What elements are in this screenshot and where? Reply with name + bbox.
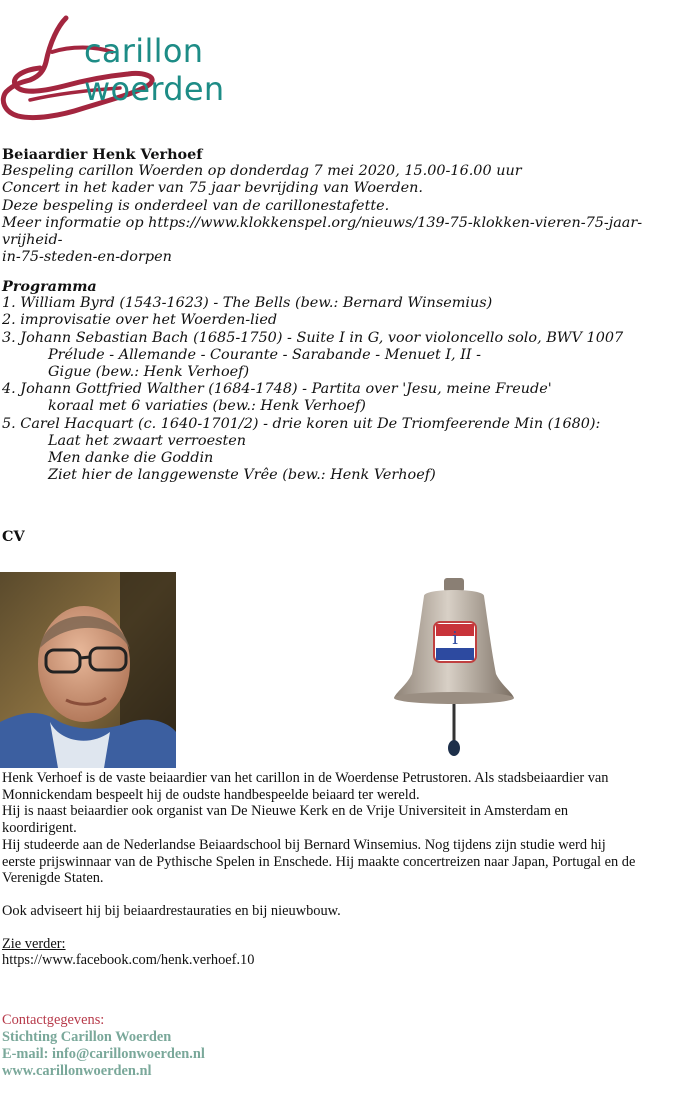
svg-text:i: i [452,628,458,649]
facebook-link[interactable]: https://www.facebook.com/henk.verhoef.10 [2,952,255,969]
portrait-photo [0,572,176,768]
contact-org: Stichting Carillon Woerden [2,1029,172,1045]
header-line: Concert in het kader van 75 jaar bevrijding van Woerden. [2,180,424,197]
program-item: 3. Johann Sebastian Bach (1685-1750) - Suite I in G, voor violoncello solo, BWV 1007 [2,329,624,346]
program-list [2,295,623,484]
program-subline: Men danke die Goddin [48,450,214,467]
cv-title: CV [2,528,25,545]
more-info-link[interactable]: Meer informatie op https://www.klokkenspel.org/nieuws/139-75-klokken-vieren-75-jaar-vrijheid- [2,214,643,249]
logo-text: carillon woerden [84,32,225,108]
contact-website[interactable]: www.carillonwoerden.nl [2,1063,152,1079]
program-item: 1. William Byrd (1543-1623) - The Bells (bew.: Bernard Winsemius) [2,295,493,312]
program-item: 5. Carel Hacquart (c. 1640-1701/2) - drie koren uit De Triomfeerende Min (1680): [2,415,601,432]
see-more-label: Zie verder: [2,935,66,952]
program-subline: Laat het zwaart verroesten [48,432,247,449]
program-subline: koraal met 6 variaties (bew.: Henk Verhoef) [48,398,366,415]
program-section [2,278,623,484]
concert-header [2,146,700,266]
header-line: Bespeling carillon Woerden op donderdag 7 mei 2020, 15.00-16.00 uur [2,163,522,180]
cv-bio [2,770,642,969]
page-title: Beiaardier Henk Verhoef [2,146,203,163]
program-subline: Ziet hier de langgewenste Vrêe (bew.: Henk Verhoef) [48,467,436,484]
more-info-link-continued[interactable]: in-75-steden-en-dorpen [2,249,172,266]
program-subline: Prélude - Allemande - Courante - Sarabande - Menuet I, II - [48,346,482,363]
carillon-woerden-logo [0,12,340,124]
program-title: Programma [2,278,97,295]
bio-paragraph: Henk Verhoef is de vaste beiaardier van het carillon in de Woerdense Petrustoren. Als stadsbeiaardier van Monnickendam bespeelt hij de oudste handbespeelde beiaard ter wereld. [2,770,609,803]
bio-paragraph: Hij is naast beiaardier ook organist van De Nieuwe Kerk en de Vrije Universiteit in Amsterdam en koordirigent. [2,803,569,837]
contact-section [2,1012,205,1080]
bell-image [384,574,524,764]
bio-paragraph: Hij studeerde aan de Nederlandse Beiaardschool bij Bernard Winsemius. Nog tijdens zijn studie werd hij eerste prijswinnaar van de Pythische Spelen in Enschede. Hij maakte concertreizen naar Japan, Portugal en de Verenigde Staten. [2,836,636,887]
program-subline: Gigue (bew.: Henk Verhoef) [48,364,250,381]
program-item: 4. Johann Gottfried Walther (1684-1748) - Partita over 'Jesu, meine Freude' [2,381,552,398]
header-line: Deze bespeling is onderdeel van de carillonestafette. [2,197,390,214]
contact-email[interactable]: E-mail: info@carillonwoerden.nl [2,1046,205,1062]
advice-text: Ook adviseert hij bij beiaardrestauraties en bij nieuwbouw. [2,902,341,919]
program-item: 2. improvisatie over het Woerden-lied [2,312,278,329]
contact-title: Contactgegevens: [2,1012,105,1028]
